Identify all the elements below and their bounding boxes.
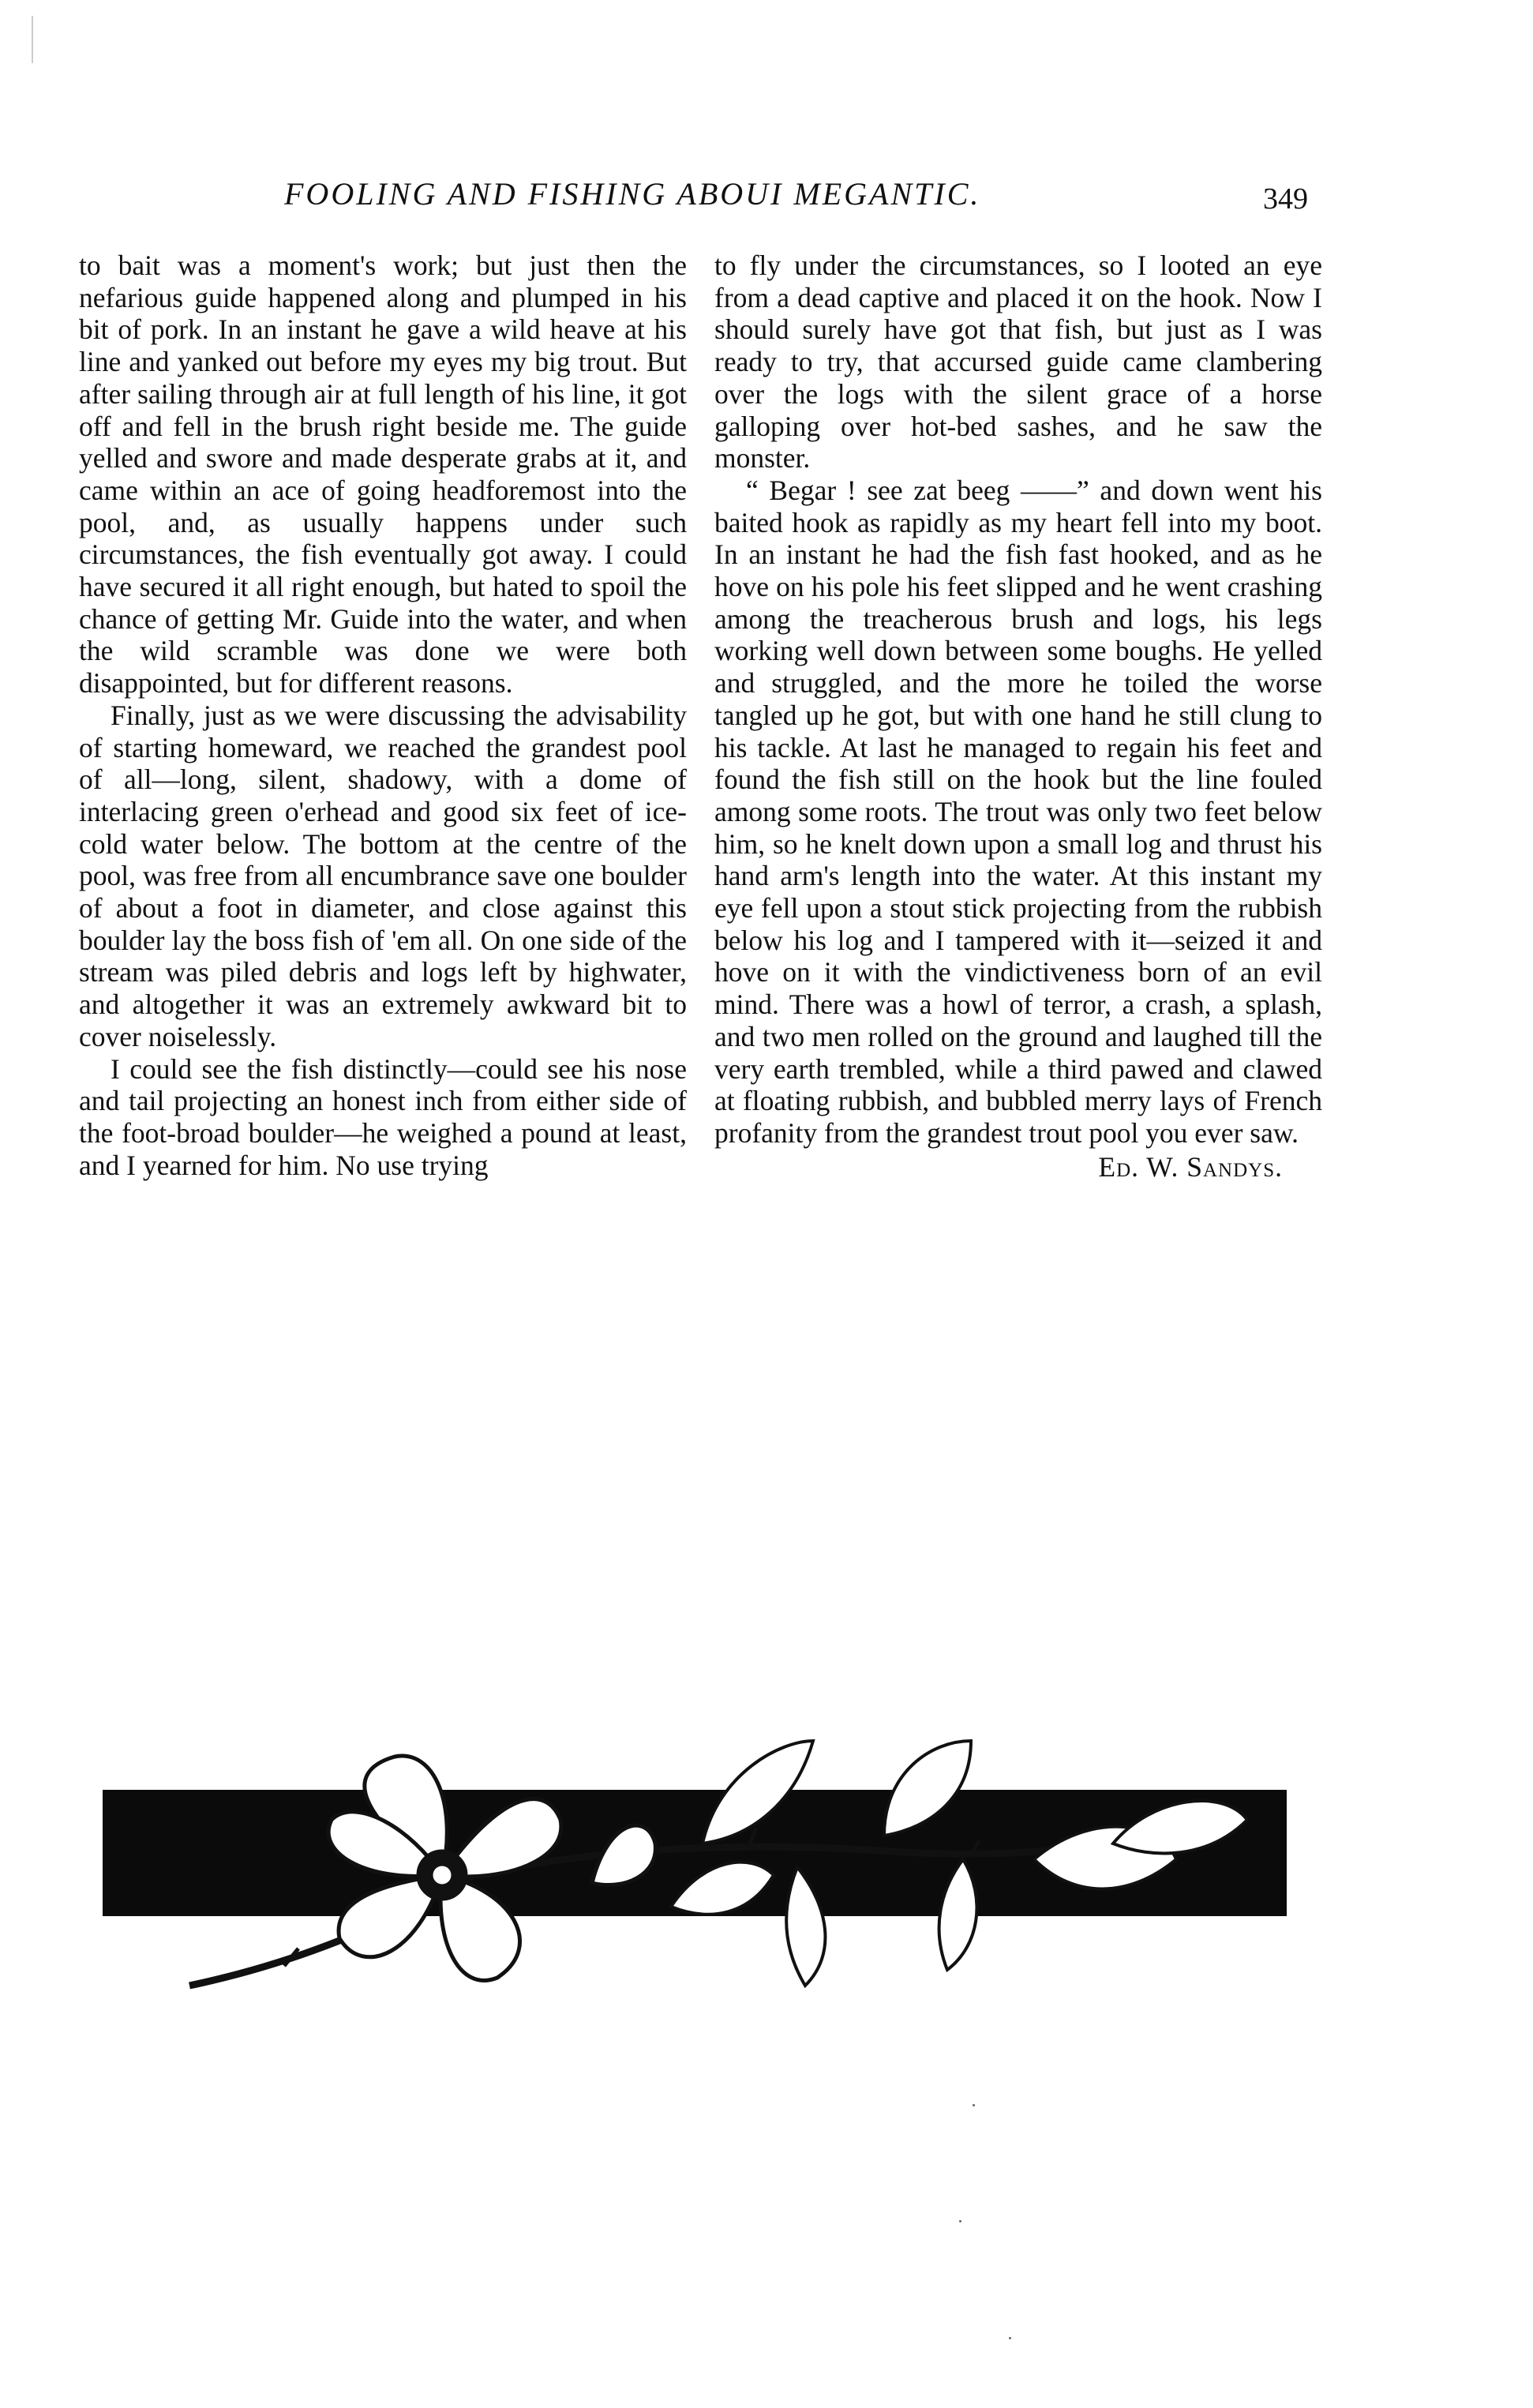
paragraph: Finally, just as we were discussing the advisability of starting homeward, we reached the grandest pool of all—long, silent, shadowy, with a dome of interlacing green o'erhead and good six feet of ice-cold water below. The bottom at the centre of the pool, was free from all encumbrance save one boulder of about a foot in diameter, and close against this boulder lay the boss fish of 'em all. On one side of the stream was piled debris and logs left by highwater, and altogether it was an extremely awkward bit to cover noiselessly. <box>79 699 687 1052</box>
print-speck <box>973 2104 975 2106</box>
left-column <box>79 249 687 1181</box>
running-header-title: FOOLING AND FISHING ABOUI MEGANTIC. <box>284 176 981 212</box>
paragraph: “ Begar ! see zat beeg ——” and down went his baited hook as rapidly as my heart fell into my boot. In an instant he had the fish fast hooked, and as he hove on his pole his feet slipped and he went crashing among the treacherous brush and logs, his legs working well down between some boughs. He yelled and struggled, and the more he toiled the worse tangled up he got, but with one hand he still clung to his tackle. At last he managed to regain his feet and found the fish still on the hook but the line fouled among some roots. The trout was only two feet below him, so he knelt down upon a small log and thrust his hand arm's length into the water. At this instant my eye fell upon a stout stick projecting from the rubbish below his log and I tampered with it—seized it and hove on it with the vindictiveness born of an evil mind. There was a howl of terror, a crash, a splash, and two men rolled on the ground and laughed till the very earth trembled, while a third pawed and clawed at floating rubbish, and bubbled merry lays of French profanity from the grandest trout pool you ever saw. <box>714 474 1322 1149</box>
paragraph: to bait was a moment's work; but just then the nefarious guide happened along and plumped in his bit of pork. In an instant he gave a wild heave at his line and yanked out before my eyes my big trout. But after sailing through air at full length of his line, it got off and fell in the brush right beside me. The guide yelled and swore and made desperate grabs at it, and came within an ace of going headforemost into the pool, and, as usually happens under such circumstances, the fish eventually got away. I could have secured it all right enough, but hated to spoil the chance of getting Mr. Guide into the water, and when the wild scramble was done we were both disappointed, but for different reasons. <box>79 249 687 700</box>
print-speck <box>1009 2337 1011 2339</box>
right-column <box>714 249 1322 1183</box>
leaf-cluster <box>671 1741 1247 1986</box>
rose-branch-tailpiece-icon <box>103 1725 1287 2009</box>
margin-scan-mark <box>32 16 33 63</box>
page-number: 349 <box>1263 182 1308 216</box>
paragraph: I could see the fish distinctly—could see his nose and tail projecting an honest inch from either side of the foot-broad boulder—he weighed a pound at least, and I yearned for him. No use trying <box>79 1052 687 1181</box>
print-speck <box>959 2220 961 2222</box>
author-signature: Ed. W. Sandys. <box>1098 1150 1283 1183</box>
paragraph: to fly under the circumstances, so I looted an eye from a dead captive and placed it on the hook. Now I should surely have got that fish, but just as I was ready to try, that accursed guide came clambering over the logs with the silent grace of a horse galloping over hot-bed sashes, and he saw the monster. <box>714 249 1322 474</box>
